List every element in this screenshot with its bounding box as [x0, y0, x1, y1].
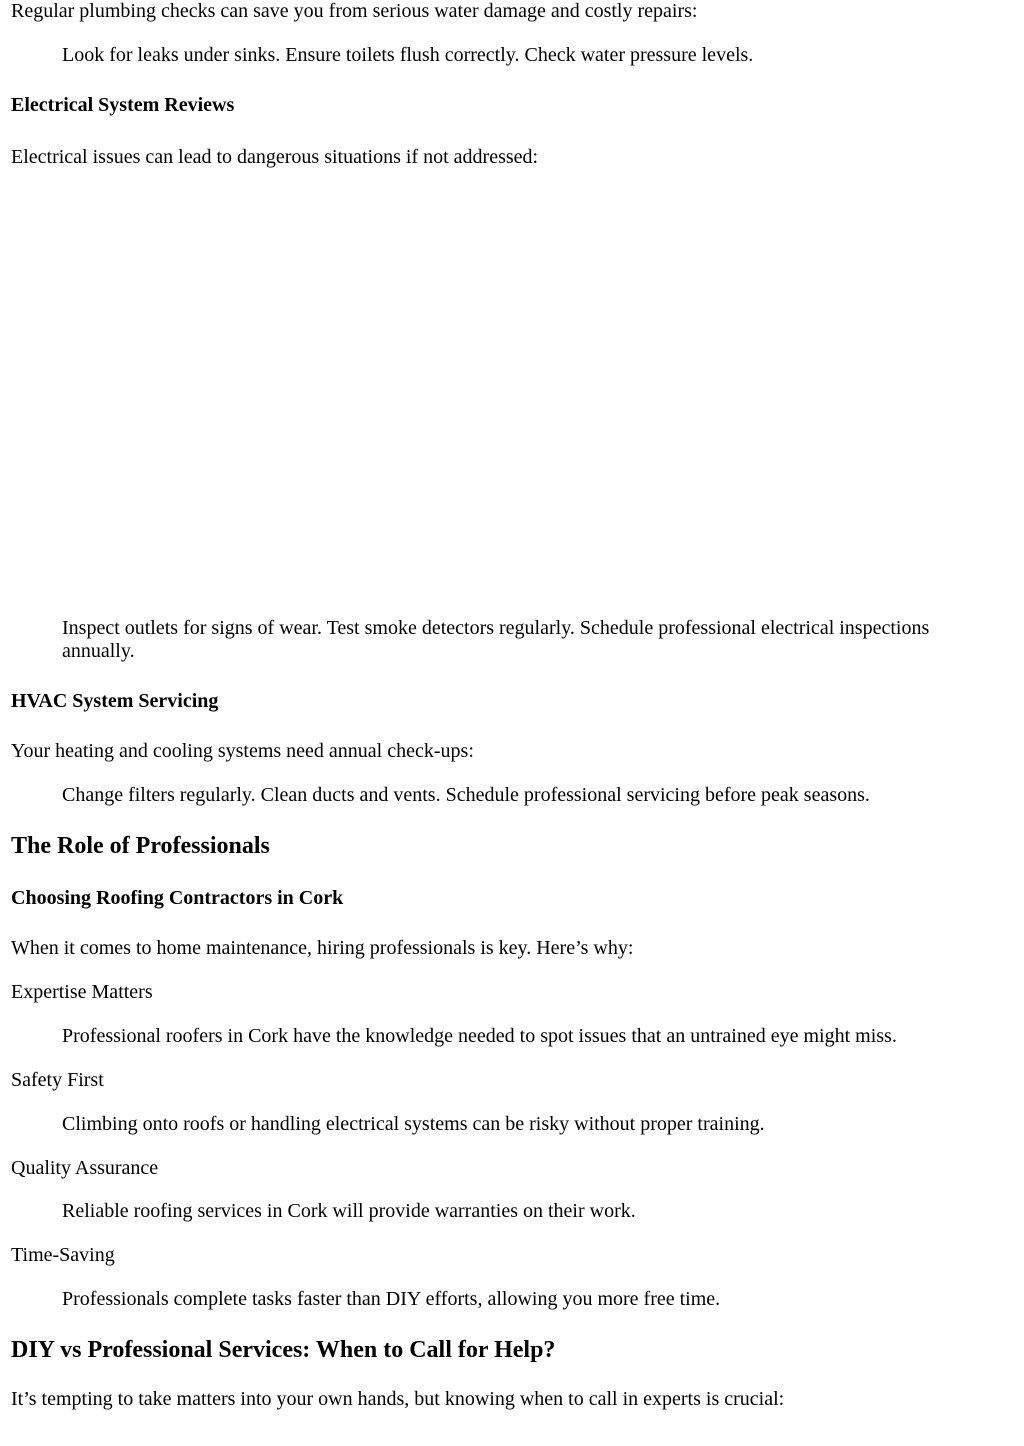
plumbing-checklist: Look for leaks under sinks. Ensure toilets flush correctly. Check water pressure levels. — [62, 44, 754, 66]
hvac-checklist: Change filters regularly. Clean ducts and vents. Schedule professional servicing before peak seasons. — [62, 784, 870, 806]
electrical-checklist: Inspect outlets for signs of wear. Test smoke detectors regularly. Schedule professional electrical inspections annually. — [62, 617, 930, 662]
diy-intro: It’s tempting to take matters into your own hands, but knowing when to call in experts is crucial: — [11, 1388, 785, 1410]
diy-heading: DIY vs Professional Services: When to Call for Help? — [11, 1337, 556, 1363]
roofing-contractors-heading: Choosing Roofing Contractors in Cork — [11, 887, 344, 909]
reason-description: Professional roofers in Cork have the knowledge needed to spot issues that an untrained eye might miss. — [62, 1025, 897, 1047]
electrical-intro: Electrical issues can lead to dangerous situations if not addressed: — [11, 146, 539, 168]
reason-term: Time-Saving — [11, 1244, 115, 1266]
hvac-heading: HVAC System Servicing — [11, 690, 219, 712]
hvac-intro: Your heating and cooling systems need annual check-ups: — [11, 740, 474, 762]
professionals-heading: The Role of Professionals — [11, 833, 270, 859]
reason-description: Climbing onto roofs or handling electrical systems can be risky without proper training. — [62, 1113, 765, 1135]
blank-image-area — [11, 185, 1011, 605]
electrical-heading: Electrical System Reviews — [11, 94, 235, 116]
reason-description: Professionals complete tasks faster than DIY efforts, allowing you more free time. — [62, 1288, 721, 1310]
reason-term: Expertise Matters — [11, 981, 153, 1003]
professionals-intro: When it comes to home maintenance, hiring professionals is key. Here’s why: — [11, 937, 634, 959]
reason-description: Reliable roofing services in Cork will provide warranties on their work. — [62, 1200, 636, 1222]
plumbing-intro: Regular plumbing checks can save you from serious water damage and costly repairs: — [11, 0, 698, 22]
reason-term: Safety First — [11, 1069, 104, 1091]
reason-term: Quality Assurance — [11, 1157, 159, 1179]
